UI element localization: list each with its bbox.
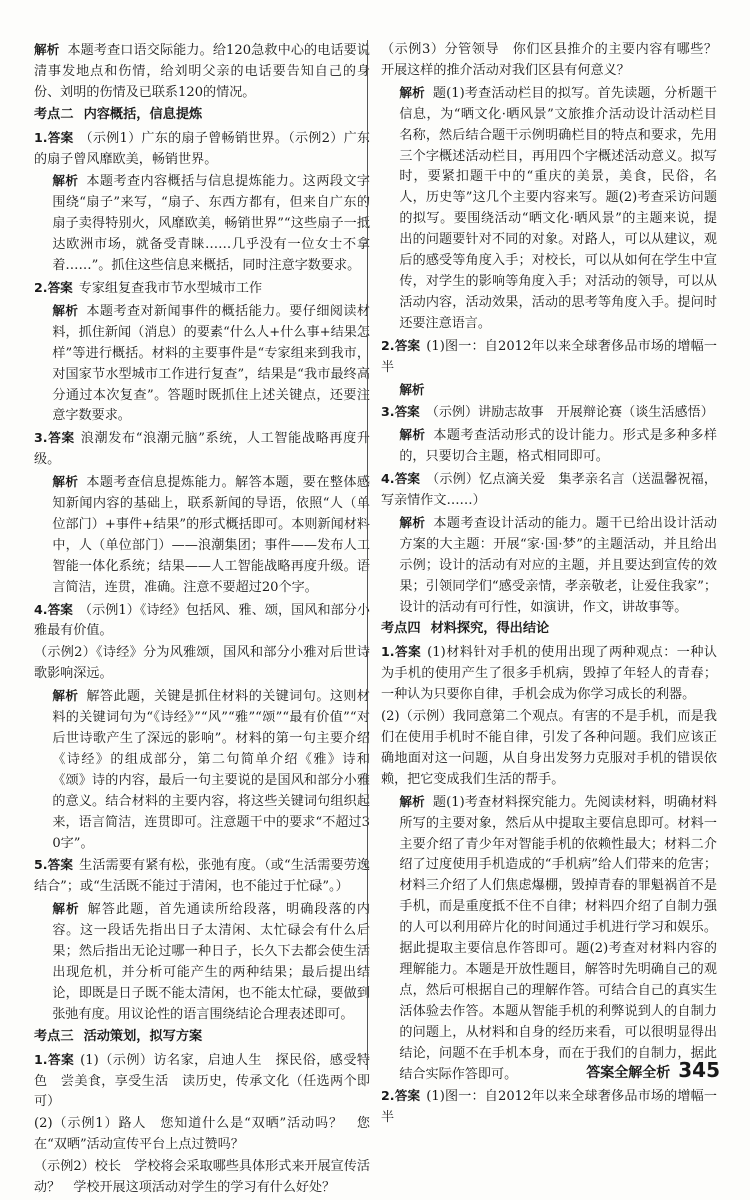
answer-item: 3.答案 浪潮发布“浪潮元脑”系统，人工智能战略再度升级。 xyxy=(34,430,370,468)
answer-continuation: （示例3）分管领导 你们区县推介的主要内容有哪些？ 开展这样的推介活动对我们区县有何意义？ xyxy=(381,42,731,78)
analysis-item: 解析 xyxy=(399,381,425,397)
left-column xyxy=(34,40,370,1200)
right-column xyxy=(381,40,731,1130)
paragraph xyxy=(34,40,370,104)
analysis-item: 解析 本题考查信息提炼能力。解答本题，要在整体感知新闻内容的基础上，联系新闻的导语，依照“人（单位部门）+事件+结果”的形式概括即可。本则新闻材料中，人（单位部门）——浪潮集团；事件——发布人工智能一体化系统；结果——人工智能战略再度升级。语言简洁，连贯，准确。注意不要超过20个字。 xyxy=(52,474,371,595)
analysis-item: 解析 题(1)考查活动栏目的拟写。首先读题，分析题干信息，为“晒文化·晒风景”文旅推介活动设计活动栏目名称，然后结合题干示例明确栏目的特点和要求，先用三个字概述活动栏目，再用四个字概述活动意义。拟写时，要紧扣题干中的“重庆的美景，美食，民俗，名人，历史等”这几个主要内容来写。题(2)考查采访问题的拟写。要围绕活动“晒文化·晒风景”的主题来说，提出的问题要针对不同的对象。对路人，可以从建议，观后的感受等角度入手；对校长，可以从如何在学生中宣传，对学生的影响等角度入手；对活动的领导，可以从活动内容，活动效果，活动的思考等角度入手。提问时还要注意语言。 xyxy=(399,84,718,331)
analysis-item: 解析 本题考查活动形式的设计能力。形式是多种多样的，只要切合主题，格式相同即可。 xyxy=(399,427,718,465)
analysis-text: 本题考查口语交际能力。给120急救中心的电话要说清事发地点和伤情，给刘明父亲的电话要告知自己的身份、刘明的伤情及已联系120的情况。 xyxy=(34,43,370,100)
footer-title: 答案全解全析 xyxy=(586,1065,671,1081)
answer-continuation: （示例2）《诗经》分为风雅颂，国风和部分小雅对后世诗歌影响深远。 xyxy=(34,645,370,682)
analysis-item: 解析 本题考查内容概括与信息提炼能力。这两段文字围绕“扇子”来写，“扇子、东西方都有，但来自广东的扇子卖得特别火，风靡欧美，畅销世界”“这些扇子一抵达欧洲市场，就备受青睐……几乎没有一位女士不拿着……”。抓住这些信息来概括，同时注意字数要求。 xyxy=(52,173,371,274)
section-heading-3: 考点三 活动策划，拟写方案 xyxy=(34,1028,203,1044)
answer-continuation: (2)（示例1）路人 您知道什么是“双晒”活动吗？ 您在“双晒”活动宣传平台上点过赞吗？ xyxy=(34,1116,370,1153)
answer-item: 5.答案 生活需要有紧有松，张弛有度。（或“生活需要劳逸结合”；或“生活既不能过于清闲，也不能过于忙碌”。） xyxy=(34,857,370,895)
analysis-item: 解析 题(1)考查材料探究能力。先阅读材料，明确材料所写的主要对象，然后从中提取主要信息即可。材料一主要介绍了青少年对智能手机的依赖性最大；材料二介绍了过度使用手机造成的“手机病”给人们带来的危害；材料三介绍了人们焦虑爆棚，毁掉青春的罪魁祸首不是手机，而是重度抵不住不自律；材料四介绍了自制力强的人可以利用碎片化的时间通过手机进行学习和娱乐。据此提取主要信息作答即可。题(2)考查对材料内容的理解能力。本题是开放性题目，解答时先明确自己的观点，然后可根据自己的理解作答。可结合自己的真实生活体验去作答。本题从智能手机的利弊说到人的自制力的问题上，从材料和自身的经历来看，可以很明显得出结论，问题不在手机本身，而在于我们的自制力，据此结合实际作答即可。 xyxy=(399,793,718,1082)
page-number: 345 xyxy=(678,1058,720,1082)
answer-item: 1.答案 （示例1）广东的扇子曾畅销世界。（示例2）广东的扇子曾风靡欧美，畅销世界。 xyxy=(34,129,370,167)
section-heading-2: 考点二 内容概括，信息提炼 xyxy=(34,106,203,122)
answer-item: 4.答案 （示例）忆点滴关爱 集孝亲名言（送温馨祝福，写亲情作文……） xyxy=(381,471,718,509)
page-footer xyxy=(586,1058,720,1082)
answer-item: 3.答案 （示例）讲励志故事 开展辩论赛（谈生活感悟） xyxy=(381,404,714,421)
answer-item: 1.答案 (1)（示例）访名家，启迪人生 探民俗，感受特色 尝美食，享受生活 读历史，传承文化（任选两个即可） xyxy=(34,1051,371,1110)
answer-item: 2.答案 专家组复查我市节水型城市工作 xyxy=(34,279,263,296)
answer-label: 答案 xyxy=(47,129,74,145)
column-divider xyxy=(367,40,368,1070)
answer-item: 4.答案 （示例1）《诗经》包括风、雅、颂，国风和部分小雅最有价值。 xyxy=(34,601,371,639)
answer-item: 1.答案 (1)材料针对手机的使用出现了两种观点：一种认为手机的使用产生了很多手机病，毁掉了年轻人的青春；一种认为只要你自律，手机会成为你学习成长的利器。 xyxy=(381,644,718,703)
answer-continuation: (2)（示例）我同意第二个观点。有害的不是手机，而是我们在使用手机时不能自律，引发了各种问题。我们应该正确地面对这一问题，从自身出发努力克服对手机的错误依赖，把它变成我们生活的帮手。 xyxy=(381,709,717,787)
analysis-item: 解析 解答此题，关键是抓住材料的关键词句。这则材料的关键词句为“《诗经》”“风”“雅”“颂”“最有价值”“对后世诗歌产生了深远的影响”。材料的第一句主要介绍《诗经》的组成部分，第二句简单介绍《雅》诗和《颂》诗的内容，最后一句主要说的是国风和部分小雅的意义。结合材料的主要内容，将这些关键词句组织起来，语言简洁，连贯即可。注意题干中的要求“不超过30字”。 xyxy=(52,688,371,851)
analysis-label: 解析 xyxy=(34,42,60,57)
analysis-item: 解析 本题考查对新闻事件的概括能力。要仔细阅读材料，抓住新闻（消息）的要素“什么人+什么事+结果怎样”等进行概括。材料的主要事件是“专家组来到我市，对国家节水型城市工作进行复查”，结果是“我市最终高分通过本次复查”。答题时既抓住上述关键点，还要注意字数要求。 xyxy=(52,302,371,424)
section-heading-4: 考点四 材料探究，得出结论 xyxy=(381,621,550,637)
analysis-item: 解析 解答此题，首先通读所给段落，明确段落的内容。这一段话先指出日子太清闲、太忙碌会有什么后果；然后指出无论过哪一种日子，长久下去都会使生活出现危机，并分析可能产生的两种结果；最后提出结论，即既是日子既不能太清闲，也不能太忙碌，要做到张弛有度。用议论性的语言围绕结论合理表述即可。 xyxy=(52,901,371,1022)
analysis-item: 解析 本题考查设计活动的能力。题干已给出设计活动方案的大主题：开展“家·国·梦”的主题活动，并且给出示例；设计的活动有对应的主题，并且要达到宣传的效果；引领同学们“感受亲情，孝亲敬老，让爱住我家”；设计的活动有可行性，如演讲，作文，讲故事等。 xyxy=(399,514,718,615)
answer-item: 2.答案 (1)图一：自2012年以来全球奢侈品市场的增幅一半 xyxy=(381,337,718,375)
answer-item: 2.答案 (1)图一：自2012年以来全球奢侈品市场的增幅一半 xyxy=(381,1088,718,1126)
answer-continuation: （示例2）校长 学校将会采取哪些具体形式来开展宣传活动？ 学校开展这项活动对学生的学习有什么好处？ xyxy=(34,1159,370,1196)
